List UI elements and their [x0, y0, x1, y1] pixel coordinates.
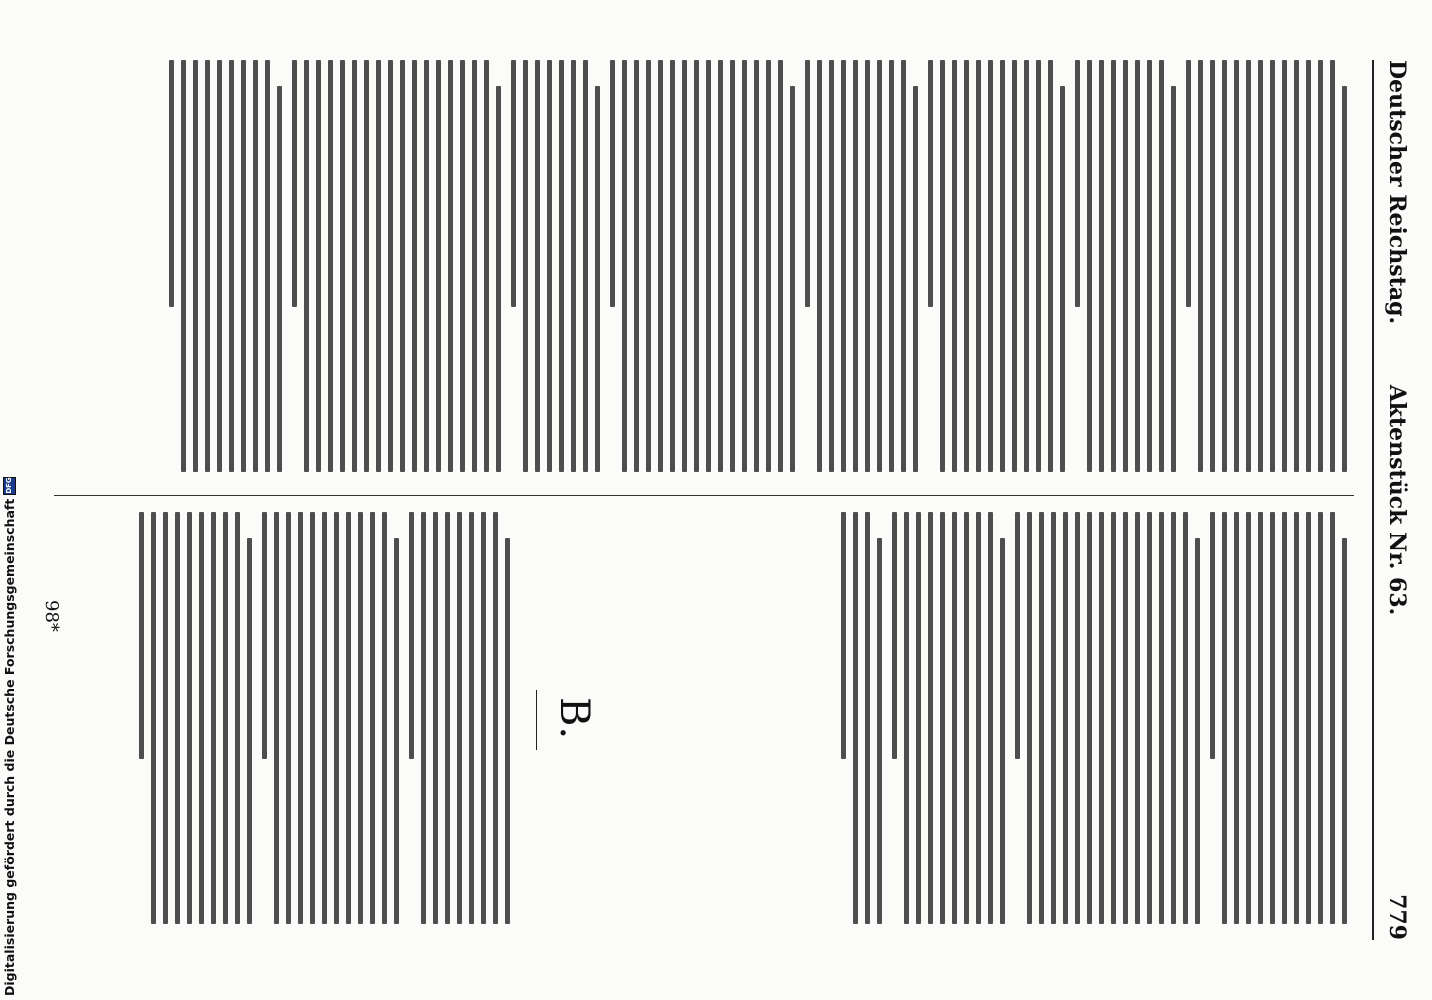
text-line: [778, 60, 783, 472]
text-line: [1342, 538, 1347, 924]
text-line: [1246, 512, 1251, 924]
text-line: [352, 60, 357, 472]
text-line: [433, 512, 438, 924]
text-line: [904, 512, 909, 924]
section-rule: [536, 690, 537, 750]
text-line: [718, 60, 723, 472]
text-line: [988, 512, 993, 924]
text-paragraph: [409, 512, 510, 924]
text-line: [457, 512, 462, 924]
text-line: [1306, 60, 1311, 472]
text-line: [829, 60, 834, 472]
text-line: [292, 60, 297, 307]
text-line: [394, 538, 399, 924]
text-line: [1087, 512, 1092, 924]
text-line: [1147, 60, 1152, 472]
text-line: [1234, 60, 1239, 472]
header-rule: [1372, 60, 1374, 940]
text-line: [277, 86, 282, 472]
header-document-number: Aktenstück Nr. 63.: [1384, 384, 1410, 616]
text-paragraph: [139, 512, 252, 924]
text-line: [670, 60, 675, 472]
text-line: [151, 512, 156, 924]
text-column-right-section-b: [37, 512, 517, 924]
text-line: [376, 60, 381, 472]
text-line: [469, 512, 474, 924]
text-paragraph: [262, 512, 399, 924]
text-line: [1183, 512, 1188, 924]
text-line: [754, 60, 759, 472]
text-line: [1123, 512, 1128, 924]
text-line: [409, 512, 414, 759]
text-line: [646, 60, 651, 472]
text-line: [436, 60, 441, 472]
text-line: [1318, 60, 1323, 472]
text-line: [511, 60, 516, 307]
text-line: [610, 60, 615, 307]
text-line: [388, 60, 393, 472]
text-paragraph: [892, 512, 1005, 924]
text-line: [964, 512, 969, 924]
text-line: [901, 60, 906, 472]
text-line: [181, 60, 186, 472]
text-line: [952, 60, 957, 472]
text-line: [916, 512, 921, 924]
text-line: [1015, 512, 1020, 759]
text-line: [217, 60, 222, 472]
text-line: [1027, 512, 1032, 924]
text-line: [583, 60, 588, 472]
text-line: [265, 60, 270, 472]
text-line: [1171, 512, 1176, 924]
text-line: [790, 86, 795, 472]
text-line: [412, 60, 417, 472]
text-line: [424, 60, 429, 472]
text-line: [400, 60, 405, 472]
text-line: [976, 60, 981, 472]
text-line: [1123, 60, 1128, 472]
text-line: [247, 538, 252, 924]
text-line: [1063, 512, 1068, 924]
text-line: [1282, 60, 1287, 472]
text-line: [274, 512, 279, 924]
text-line: [1135, 512, 1140, 924]
text-line: [241, 60, 246, 472]
text-column-left: [34, 60, 1354, 472]
text-line: [841, 60, 846, 472]
text-line: [505, 538, 510, 924]
text-line: [976, 512, 981, 924]
text-line: [559, 60, 564, 472]
text-line: [841, 512, 846, 759]
text-line: [304, 60, 309, 472]
text-line: [1342, 86, 1347, 472]
text-line: [535, 60, 540, 472]
text-line: [340, 60, 345, 472]
text-line: [481, 512, 486, 924]
page-number: 779: [1384, 894, 1410, 940]
text-line: [1111, 60, 1116, 472]
text-line: [139, 512, 144, 759]
text-line: [547, 60, 552, 472]
text-line: [316, 60, 321, 472]
text-paragraph: [511, 60, 600, 472]
text-line: [298, 512, 303, 924]
text-line: [1294, 512, 1299, 924]
text-line: [1282, 512, 1287, 924]
text-line: [1135, 60, 1140, 472]
text-line: [229, 60, 234, 472]
column-divider: [54, 495, 1354, 496]
text-line: [169, 60, 174, 307]
text-paragraph: [169, 60, 282, 472]
text-line: [205, 60, 210, 472]
text-line: [1210, 512, 1215, 759]
text-line: [346, 512, 351, 924]
text-paragraph: [805, 60, 918, 472]
text-line: [940, 512, 945, 924]
dfg-logo: DFG: [3, 477, 16, 495]
text-line: [421, 512, 426, 924]
text-line: [892, 512, 897, 759]
text-line: [211, 512, 216, 924]
text-line: [1012, 60, 1017, 472]
signature-mark: 98*: [41, 600, 62, 632]
text-line: [1270, 512, 1275, 924]
text-line: [286, 512, 291, 924]
text-line: [889, 60, 894, 472]
text-line: [358, 512, 363, 924]
text-line: [805, 60, 810, 307]
text-line: [1024, 60, 1029, 472]
section-heading: B.: [551, 696, 597, 740]
text-paragraph: [1210, 512, 1347, 924]
text-line: [1270, 60, 1275, 472]
text-line: [1210, 60, 1215, 472]
text-paragraph: [292, 60, 501, 472]
text-line: [493, 512, 498, 924]
text-line: [1075, 512, 1080, 924]
text-line: [523, 60, 528, 472]
text-line: [1234, 512, 1239, 924]
text-line: [334, 512, 339, 924]
text-line: [364, 60, 369, 472]
text-line: [928, 512, 933, 924]
text-line: [865, 60, 870, 472]
text-line: [163, 512, 168, 924]
text-line: [634, 60, 639, 472]
text-line: [595, 86, 600, 472]
text-line: [322, 512, 327, 924]
text-line: [1171, 86, 1176, 472]
text-line: [382, 512, 387, 924]
text-line: [682, 60, 687, 472]
text-line: [370, 512, 375, 924]
text-line: [1330, 60, 1335, 472]
text-line: [187, 512, 192, 924]
text-line: [310, 512, 315, 924]
text-line: [694, 60, 699, 472]
text-line: [1036, 60, 1041, 472]
text-line: [1099, 60, 1104, 472]
text-line: [817, 60, 822, 472]
text-line: [1060, 86, 1065, 472]
text-line: [1075, 60, 1080, 307]
text-line: [940, 60, 945, 472]
text-line: [1159, 512, 1164, 924]
text-line: [1087, 60, 1092, 472]
text-paragraph: [1075, 60, 1176, 472]
text-line: [1318, 512, 1323, 924]
text-line: [1222, 60, 1227, 472]
text-line: [853, 60, 858, 472]
text-line: [1159, 60, 1164, 472]
credit-text: Digitalisierung gefördert durch die Deutsche Forschungsgemeinschaft: [2, 498, 17, 996]
text-line: [865, 512, 870, 924]
text-line: [1294, 60, 1299, 472]
text-line: [472, 60, 477, 472]
text-line: [766, 60, 771, 472]
text-line: [988, 60, 993, 472]
text-line: [1258, 60, 1263, 472]
text-line: [1048, 60, 1053, 472]
text-line: [853, 512, 858, 924]
text-line: [658, 60, 663, 472]
text-line: [877, 60, 882, 472]
text-line: [460, 60, 465, 472]
text-line: [742, 60, 747, 472]
digitization-credit: [0, 0, 22, 1000]
text-line: [328, 60, 333, 472]
text-paragraph: [610, 60, 795, 472]
text-line: [1258, 512, 1263, 924]
text-line: [448, 60, 453, 472]
text-line: [952, 512, 957, 924]
text-line: [1111, 512, 1116, 924]
text-line: [193, 60, 198, 472]
text-line: [262, 512, 267, 759]
text-paragraph: [928, 60, 1065, 472]
text-line: [571, 60, 576, 472]
text-line: [235, 512, 240, 924]
text-line: [1222, 512, 1227, 924]
text-line: [1000, 60, 1005, 472]
text-line: [1186, 60, 1191, 307]
text-column-right: [554, 512, 1354, 924]
text-line: [1330, 512, 1335, 924]
running-header: [1380, 60, 1410, 940]
text-line: [1039, 512, 1044, 924]
text-line: [877, 538, 882, 924]
text-line: [1195, 538, 1200, 924]
text-paragraph: [1186, 60, 1347, 472]
text-line: [1051, 512, 1056, 924]
text-line: [496, 86, 501, 472]
text-line: [484, 60, 489, 472]
text-line: [1198, 60, 1203, 472]
text-line: [1147, 512, 1152, 924]
text-line: [706, 60, 711, 472]
text-line: [964, 60, 969, 472]
text-line: [175, 512, 180, 924]
text-line: [199, 512, 204, 924]
text-line: [913, 86, 918, 472]
text-line: [1246, 60, 1251, 472]
text-line: [1099, 512, 1104, 924]
text-line: [445, 512, 450, 924]
text-paragraph: [1015, 512, 1200, 924]
text-line: [253, 60, 258, 472]
text-paragraph: [841, 512, 882, 924]
text-line: [1000, 538, 1005, 924]
text-line: [1306, 512, 1311, 924]
text-line: [730, 60, 735, 472]
header-title: Deutscher Reichstag.: [1384, 60, 1410, 325]
text-line: [928, 60, 933, 307]
text-line: [622, 60, 627, 472]
text-line: [223, 512, 228, 924]
